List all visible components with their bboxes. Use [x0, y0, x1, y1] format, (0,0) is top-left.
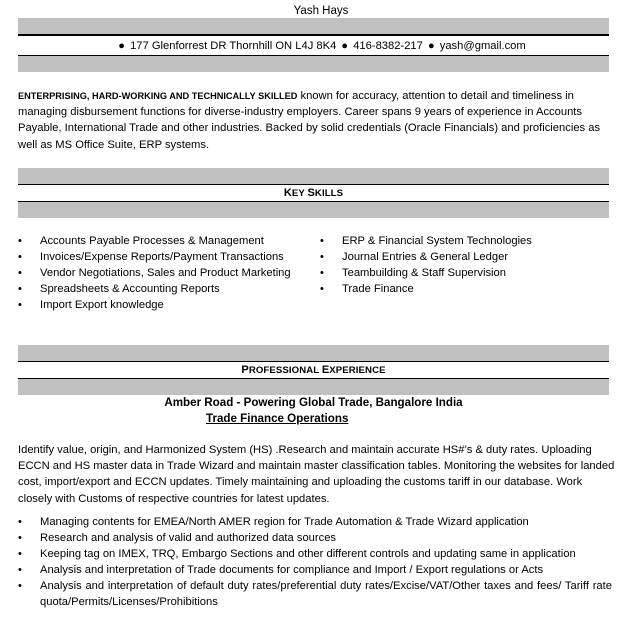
skills-list-left — [18, 233, 308, 313]
experience-item: • Research and analysis of valid and authorized data sources — [18, 532, 337, 544]
experience-top-bar — [18, 345, 609, 361]
skill-item: • Trade Finance — [320, 283, 414, 295]
bullet-icon: • — [18, 283, 22, 295]
bullet-icon: ● — [341, 40, 349, 52]
skill-item: • Invoices/Expense Reports/Payment Transactions — [18, 251, 284, 263]
bullet-icon: • — [18, 580, 22, 592]
header-bottom-bar — [18, 56, 609, 72]
candidate-name: Yash Hays — [293, 5, 349, 17]
experience-bullets — [18, 514, 612, 610]
skill-item: • Vendor Negotiations, Sales and Product Marketing — [18, 267, 291, 279]
skills-list-right — [320, 233, 620, 297]
key-skills-top-bar — [18, 168, 609, 184]
company-name: Amber Road - Powering Global Trade, Bangalore India — [164, 396, 463, 409]
bullet-icon: • — [18, 251, 22, 263]
skill-item: • Import Export knowledge — [18, 299, 164, 311]
key-skills-bottom-bar — [18, 202, 609, 218]
contact-line — [0, 38, 642, 54]
key-skills-heading: KEY SKILLS — [283, 187, 344, 199]
experience-item: • Managing contents for EMEA/North AMER region for Trade Automation & Trade Wizard application — [18, 516, 529, 528]
header-top-rule — [18, 34, 609, 36]
bullet-icon: • — [320, 267, 324, 279]
bullet-icon: • — [18, 548, 22, 560]
bullet-icon: • — [320, 235, 324, 247]
experience-item: • Keeping tag on IMEX, TRQ, Embargo Sections and other different controls and updating same in application — [18, 548, 576, 560]
contact-email[interactable]: yash@gmail.com — [439, 40, 526, 52]
bullet-icon: • — [18, 532, 22, 544]
summary-paragraph — [18, 88, 618, 153]
key-skills-top-rule — [18, 184, 609, 186]
summary-lead: ENTERPRISING, HARD-WORKING AND TECHNICALLY SKILLED — [18, 91, 298, 101]
summary-text: known for accuracy, attention to detail and timeliness in managing disbursement functions for diverse-industry employers. Career spans 9 years of experience in Accounts Payable, International Trade and other industries. Backed by solid credentials (Oracle Financials) and proficiencies as well as MS Office Suite, ERP systems. — [18, 90, 601, 151]
bullet-icon: • — [18, 564, 22, 576]
skill-item: • Teambuilding & Staff Supervision — [320, 267, 506, 279]
skill-item: • Spreadsheets & Accounting Reports — [18, 283, 220, 295]
bullet-icon: • — [18, 267, 22, 279]
bullet-icon: • — [18, 235, 22, 247]
bullet-icon: ● — [118, 40, 125, 52]
bullet-icon: • — [320, 283, 324, 295]
bullet-icon: ● — [427, 40, 435, 52]
skill-item: • Accounts Payable Processes & Management — [18, 235, 264, 247]
header-top-bar — [18, 18, 609, 34]
skill-item: • Journal Entries & General Ledger — [320, 251, 509, 263]
skill-item: • ERP & Financial System Technologies — [320, 235, 532, 247]
experience-bottom-bar — [18, 379, 609, 395]
bullet-icon: • — [18, 516, 22, 528]
contact-phone: 416-8382-217 — [353, 40, 423, 52]
contact-address: 177 Glenforrest DR Thornhill ON L4J 8K4 — [130, 40, 337, 52]
experience-top-rule — [18, 361, 609, 363]
experience-item: • Analysis and interpretation of default duty rates/preferential duty rates/Excise/VAT/Other taxes and fees/ Tariff rate quota/Permits/Licenses/Prohibitions — [18, 580, 612, 608]
experience-item: • Analysis and interpretation of Trade documents for compliance and Import / Export regulations or Acts — [18, 564, 544, 576]
experience-heading: PROFESSIONAL EXPERIENCE — [241, 364, 386, 376]
bullet-icon: • — [18, 299, 22, 311]
experience-description: Identify value, origin, and Harmonized System (HS) .Research and maintain accurate HS#’s & duty rates. Uploading ECCN and HS master data in Trade Wizard and maintain master classification tables. Monitoring the websites for landed cost, import/export and ECCN updates. Timely maintaining and uploading the customs tariff in our database. Work closely with Customs of respective countries for latest updates. — [18, 444, 615, 505]
job-title: Trade Finance Operations — [206, 412, 349, 425]
bullet-icon: • — [320, 251, 324, 263]
